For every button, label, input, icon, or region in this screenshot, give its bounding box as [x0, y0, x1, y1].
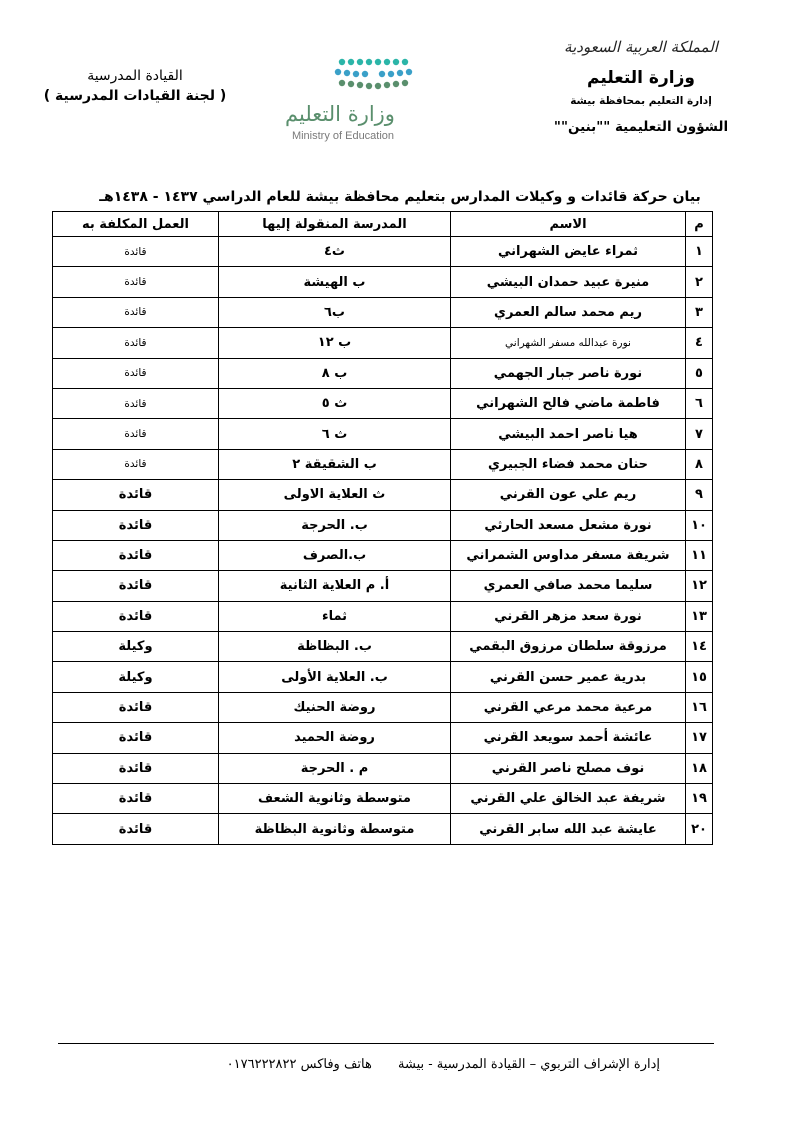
row-role: قائدة: [53, 784, 219, 814]
table-row: [53, 723, 713, 753]
row-school: م . الحرجة: [219, 753, 451, 783]
row-number: ١٨: [686, 753, 713, 783]
footer-department: إدارة الإشراف التربوي – القيادة المدرسية - بيشة: [398, 1057, 660, 1072]
row-role: قائدة: [53, 388, 219, 418]
leadership-title: القيادة المدرسية: [87, 68, 183, 84]
row-number: ٨: [686, 449, 713, 479]
row-number: ١٠: [686, 510, 713, 540]
row-school: ب. البظاظة: [219, 632, 451, 662]
table-row: [53, 540, 713, 570]
committee-title: ( لجنة القيادات المدرسية ): [43, 88, 227, 104]
row-role: قائدة: [53, 480, 219, 510]
row-role: قائدة: [53, 328, 219, 358]
table-row: [53, 753, 713, 783]
department-name: إدارة التعليم بمحافظة بيشة: [570, 95, 712, 107]
logo-english-text: Ministry of Education: [291, 130, 395, 142]
row-name: نورة ناصر جبار الجهمي: [451, 358, 686, 388]
kingdom-name: المملكة العربية السعودية: [564, 38, 718, 56]
row-number: ٧: [686, 419, 713, 449]
row-name: شريفة مسفر مداوس الشمراني: [451, 540, 686, 570]
row-number: ١: [686, 237, 713, 267]
row-role: قائدة: [53, 267, 219, 297]
affairs-name: الشؤون التعليمية ""بنين"": [553, 119, 729, 135]
logo-arabic-text: وزارة التعليم: [285, 102, 395, 126]
table-body: [53, 237, 713, 845]
row-school: ب ٨: [219, 358, 451, 388]
row-role: قائدة: [53, 571, 219, 601]
row-name: نورة سعد مزهر القرني: [451, 601, 686, 631]
row-name: نوف مصلح ناصر القرني: [451, 753, 686, 783]
table-row: [53, 358, 713, 388]
table-row: [53, 510, 713, 540]
row-number: ١١: [686, 540, 713, 570]
transfers-table: [52, 211, 713, 845]
row-school: ب ١٢: [219, 328, 451, 358]
table-row: [53, 297, 713, 327]
row-name: ريم محمد سالم العمري: [451, 297, 686, 327]
row-role: قائدة: [53, 419, 219, 449]
row-school: ب الهيشة: [219, 267, 451, 297]
ministry-header: [526, 38, 756, 135]
footer-divider: [58, 1043, 714, 1044]
table-row: [53, 449, 713, 479]
row-number: ٥: [686, 358, 713, 388]
row-number: ٢٠: [686, 814, 713, 844]
row-number: ٦: [686, 388, 713, 418]
row-school: ث العلاية الاولى: [219, 480, 451, 510]
table-row: [53, 601, 713, 631]
row-school: ث٤: [219, 237, 451, 267]
table-header-row: [53, 212, 713, 237]
row-school: ب٦: [219, 297, 451, 327]
row-role: قائدة: [53, 692, 219, 722]
row-name: شريفة عبد الخالق علي القرني: [451, 784, 686, 814]
leadership-header: [20, 68, 250, 104]
table-row: [53, 419, 713, 449]
table-row: [53, 692, 713, 722]
row-school: ب. الحرجة: [219, 510, 451, 540]
row-role: قائدة: [53, 510, 219, 540]
row-name: عايشة عبد الله سابر القرني: [451, 814, 686, 844]
row-number: ٣: [686, 297, 713, 327]
row-school: ب الشقيقة ٢: [219, 449, 451, 479]
ministry-name: وزارة التعليم: [587, 68, 695, 88]
row-number: ١٥: [686, 662, 713, 692]
row-school: روضة الحنيك: [219, 692, 451, 722]
row-name: سليما محمد صافي العمري: [451, 571, 686, 601]
row-school: ب. العلاية الأولى: [219, 662, 451, 692]
row-name: هيا ناصر احمد البيشي: [451, 419, 686, 449]
row-school: ثماء: [219, 601, 451, 631]
row-number: ١٢: [686, 571, 713, 601]
row-name: مرزوقة سلطان مرزوق البقمي: [451, 632, 686, 662]
row-school: ث ٦: [219, 419, 451, 449]
header-number: م: [686, 212, 713, 237]
table-row: [53, 237, 713, 267]
row-name: نورة مشعل مسعد الحارثي: [451, 510, 686, 540]
row-role: قائدة: [53, 297, 219, 327]
row-number: ١٧: [686, 723, 713, 753]
row-number: ٤: [686, 328, 713, 358]
table-row: [53, 480, 713, 510]
row-name: فاطمة ماضي فالح الشهراني: [451, 388, 686, 418]
row-role: قائدة: [53, 449, 219, 479]
table-row: [53, 662, 713, 692]
row-school: أ. م العلاية الثانية: [219, 571, 451, 601]
row-school: روضة الحميد: [219, 723, 451, 753]
row-name: مرعية محمد مرعي القرني: [451, 692, 686, 722]
table-row: [53, 632, 713, 662]
row-name: عائشة أحمد سويعد القرني: [451, 723, 686, 753]
document-title: بيان حركة قائدات و وكيلات المدارس بتعليم محافظة بيشة للعام الدراسي ١٤٣٧ - ١٤٣٨هـ: [99, 189, 701, 205]
row-number: ١٣: [686, 601, 713, 631]
row-number: ١٩: [686, 784, 713, 814]
table-row: [53, 267, 713, 297]
row-school: ب.الصرف: [219, 540, 451, 570]
row-name: ثمراء عايض الشهراني: [451, 237, 686, 267]
row-school: متوسطة وثانوية البظاظة: [219, 814, 451, 844]
row-name: ريم علي عون القرني: [451, 480, 686, 510]
row-school: ث ٥: [219, 388, 451, 418]
row-role: قائدة: [53, 814, 219, 844]
row-number: ١٦: [686, 692, 713, 722]
row-role: قائدة: [53, 540, 219, 570]
table-row: [53, 328, 713, 358]
row-number: ١٤: [686, 632, 713, 662]
footer: [60, 1057, 660, 1072]
table-row: [53, 388, 713, 418]
header-name: الاسم: [451, 212, 686, 237]
table-row: [53, 814, 713, 844]
row-role: قائدة: [53, 723, 219, 753]
header-role: العمل المكلفة به: [53, 212, 219, 237]
row-role: قائدة: [53, 358, 219, 388]
row-role: وكيلة: [53, 632, 219, 662]
row-role: قائدة: [53, 753, 219, 783]
row-school: متوسطة وثانوية الشعف: [219, 784, 451, 814]
row-name: حنان محمد فضاء الجبيري: [451, 449, 686, 479]
table-row: [53, 571, 713, 601]
header-school: المدرسة المنقولة إليها: [219, 212, 451, 237]
footer-phone: هاتف وفاكس ٠١٧٦٢٢٢٨٢٢: [226, 1057, 372, 1072]
row-role: قائدة: [53, 237, 219, 267]
row-number: ٢: [686, 267, 713, 297]
row-role: وكيلة: [53, 662, 219, 692]
row-name: نورة عبدالله مسفر الشهراني: [451, 328, 686, 358]
table-row: [53, 784, 713, 814]
row-name: بدرية عمير حسن القرني: [451, 662, 686, 692]
row-name: منيرة عبيد حمدان البيشي: [451, 267, 686, 297]
row-role: قائدة: [53, 601, 219, 631]
row-number: ٩: [686, 480, 713, 510]
